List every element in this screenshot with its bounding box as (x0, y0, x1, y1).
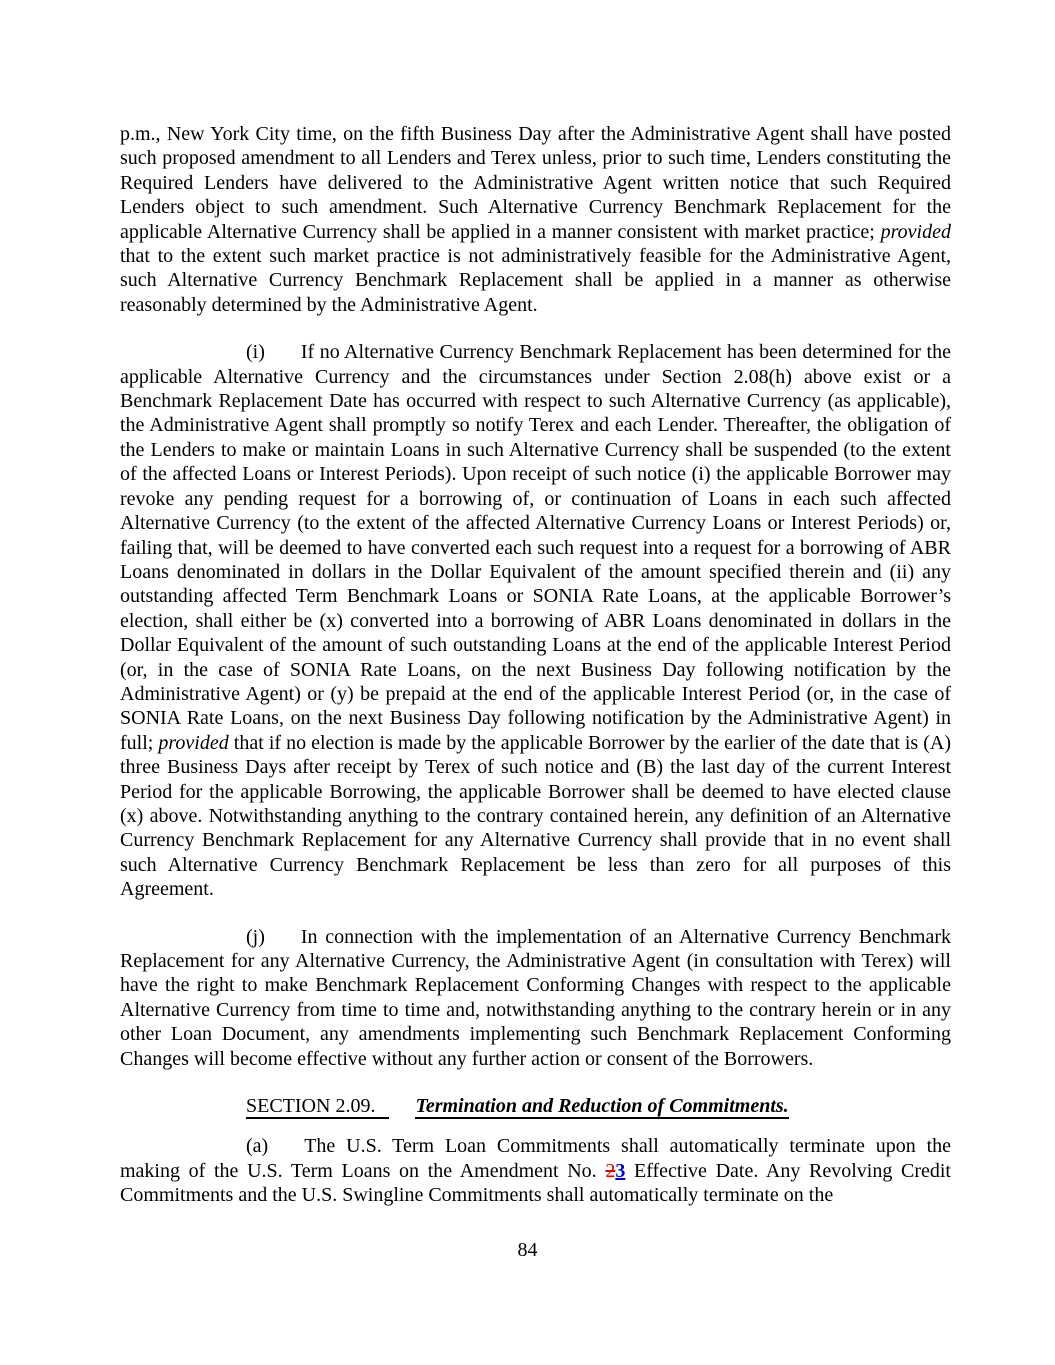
document-page (120, 122, 951, 1208)
italic-provided: provided (880, 220, 951, 243)
body-paragraph-continuation (120, 122, 951, 317)
paragraph-text: The U.S. Term Loan Commitments shall automatically terminate upon the making of the U.S. Term Loans on the Amendment No. (120, 1135, 951, 1182)
deleted-text: 2 (605, 1159, 616, 1182)
paragraph-text: p.m., New York City time, on the fifth Business Day after the Administrative Agent shall have posted such proposed amendment to all Lenders and Terex unless, prior to such time, Lenders constituting the Required Lenders have delivered to the Administrative Agent written notice that such Required Lenders object to such amendment. Such Alternative Currency Benchmark Replacement for the applicable Alternative Currency shall be applied in a manner consistent with market practice; (120, 123, 951, 243)
inserted-text: 3 (615, 1159, 626, 1182)
italic-provided: provided (158, 731, 229, 754)
body-paragraph-j (120, 925, 951, 1071)
body-paragraph-a (120, 1134, 951, 1207)
paragraph-text: If no Alternative Currency Benchmark Replacement has been determined for the applicable Alternative Currency and the circumstances under Section 2.08(h) above exist or a Benchmark Replacement Date has occurred with respect to such Alternative Currency (as applicable), the Administrative Agent shall promptly so notify Terex and each Lender. Thereafter, the obligation of the Lenders to make or maintain Loans in such Alternative Currency shall be suspended (to the extent of the affected Loans or Interest Periods). Upon receipt of such notice (i) the applicable Borrower may revoke any pending request for a borrowing of, or continuation of Loans in each such affected Alternative Currency (to the extent of the affected Alternative Currency Loans or Interest Periods) or, failing that, will be deemed to have converted each such request into a request for a borrowing of ABR Loans denominated in dollars in the Dollar Equivalent of the amount specified therein and (ii) any outstanding affected Term Benchmark Loans or SONIA Rate Loans, at the applicable Borrower’s election, shall either be (x) converted into a borrowing of ABR Loans denominated in dollars in the Dollar Equivalent of the amount of such outstanding Loans at the end of the applicable Interest Period (or, in the case of SONIA Rate Loans, on the next Business Day following notification by the Administrative Agent) or (y) be prepaid at the end of the applicable Interest Period (or, in the case of SONIA Rate Loans, on the next Business Day following notification by the Administrative Agent) in full; (120, 341, 951, 754)
paragraph-text: Effective Date. Any Revolving Credit Commitments and the U.S. Swingline Commitments shall automatically terminate on the (120, 1159, 951, 1207)
section-number: SECTION 2.09. (246, 1095, 389, 1119)
paragraph-text: that to the extent such market practice is not administratively feasible for the Administrative Agent, such Alternative Currency Benchmark Replacement shall be applied in a manner as otherwise reasonably determined by the Administrative Agent. (120, 245, 951, 316)
list-marker-a: (a) (246, 1135, 269, 1158)
body-paragraph-i (120, 340, 951, 901)
list-marker-j: (j) (246, 925, 265, 948)
section-title: Termination and Reduction of Commitments. (415, 1095, 789, 1118)
paragraph-text: In connection with the implementation of an Alternative Currency Benchmark Replacement for any Alternative Currency, the Administrative Agent (in consultation with Terex) will have the right to make Benchmark Replacement Conforming Changes with respect to the applicable Alternative Currency from time to time and, notwithstanding anything to the contrary herein or in any other Loan Document, any amendments implementing such Benchmark Replacement Conforming Changes will become effective without any further action or consent of the Borrowers. (120, 925, 951, 1070)
paragraph-text: that if no election is made by the applicable Borrower by the earlier of the date that is (A) three Business Days after receipt by Terex of such notice and (B) the last day of the current Interest Period for the applicable Borrowing, the applicable Borrower shall be deemed to have elected clause (x) above. Notwithstanding anything to the contrary contained herein, any definition of an Alternative Currency Benchmark Replacement for any Alternative Currency shall provide that in no event shall such Alternative Currency Benchmark Replacement be less than zero for all purposes of this Agreement. (120, 731, 951, 901)
page-number: 84 (517, 1239, 538, 1261)
list-marker-i: (i) (246, 341, 265, 364)
section-heading (246, 1094, 951, 1118)
